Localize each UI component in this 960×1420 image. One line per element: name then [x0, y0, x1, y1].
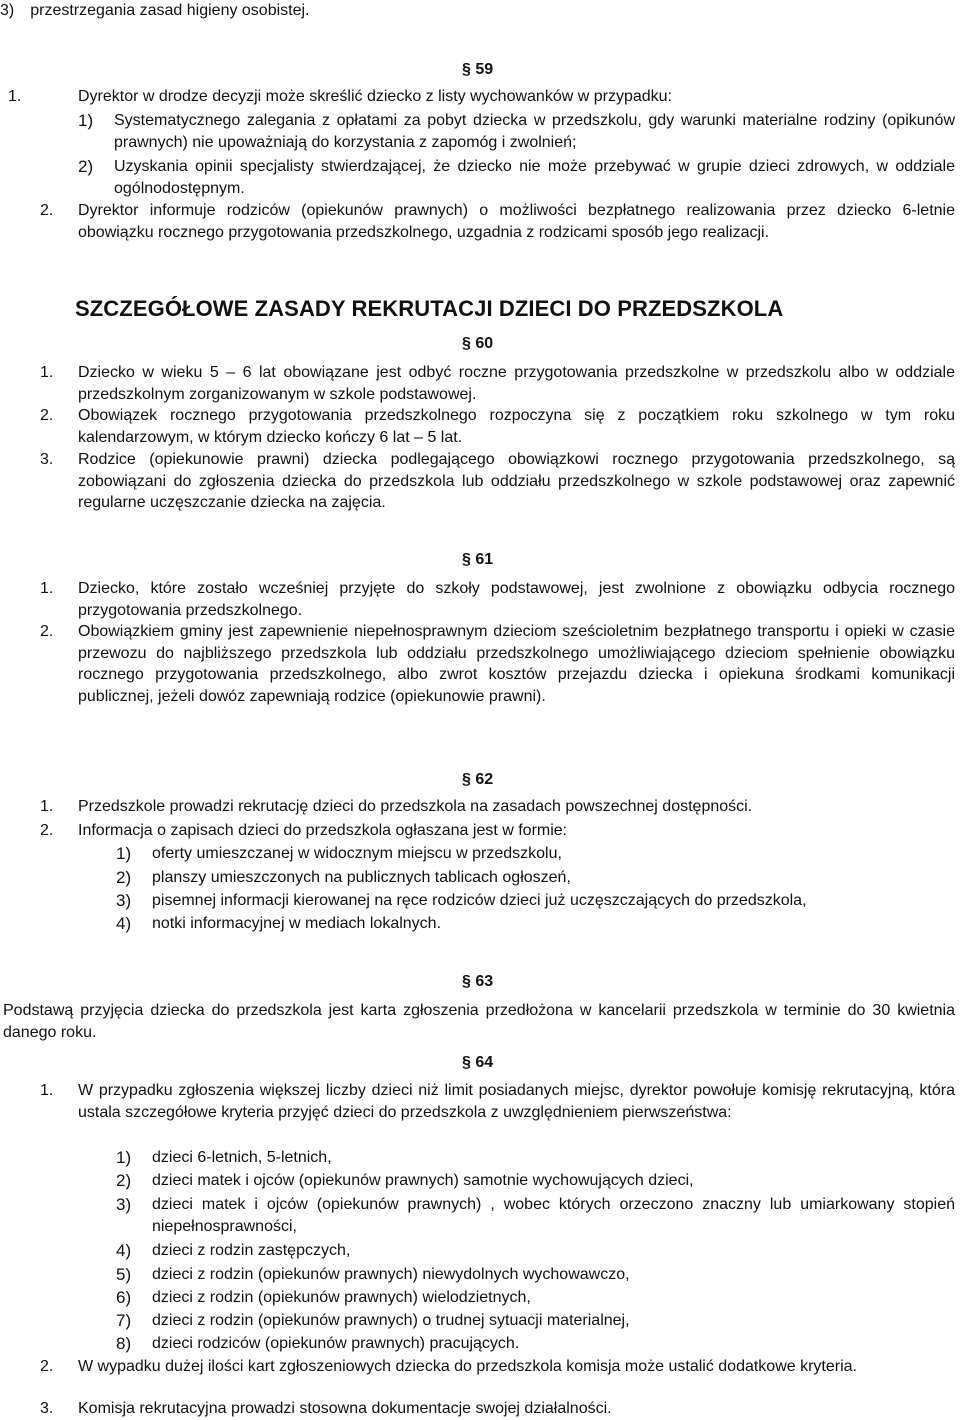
- item-number: 8): [116, 1334, 132, 1353]
- list-item-62-1: [0, 843, 955, 865]
- list-item-62-3: [0, 890, 955, 912]
- item-text: pisemnej informacji kierowanej na ręce rodziców dzieci już uczęszczających do przedszkola,: [152, 892, 807, 909]
- list-item-62-4: [0, 913, 955, 935]
- section-sign-62: § 62: [462, 771, 494, 788]
- item-number: 7): [116, 1311, 132, 1330]
- list-item-64-8: [0, 1333, 955, 1355]
- item-number: 4): [116, 914, 132, 933]
- item-text: dzieci matek i ojców (opiekunów prawnych) , wobec których orzeczono znaczny lub umiarkowany stopień niepełnosprawności,: [152, 1196, 955, 1235]
- paragraph-number: 2.: [40, 202, 54, 219]
- item-number: 1): [116, 1148, 132, 1167]
- item-number: 3): [116, 1195, 132, 1214]
- paragraph-64-3: [0, 1398, 955, 1420]
- paragraph-62-2: [0, 820, 955, 842]
- item-text: dzieci z rodzin (opiekunów prawnych) o trudnej sytuacji materialnej,: [152, 1312, 630, 1329]
- item-number: 6): [116, 1288, 132, 1307]
- paragraph-number: 2.: [40, 822, 54, 839]
- paragraph-text: Obowiązkiem gminy jest zapewnienie niepełnosprawnym dzieciom sześcioletnim bezpłatnego transportu i opieki w czasie przewozu do najbliższego przedszkola lub oddziału przedszkolnego umożliwiającego dzieciom spełnienie obowiązku rocznego przygotowania przedszkolnego, albo zwrot kosztów przejazdu dziecka i opiekuna środkami komunikacji publicznej, jeżeli dowóz zapewniają rodzice (opiekunowie prawni).: [78, 623, 955, 705]
- paragraph-number: 2.: [40, 407, 54, 424]
- paragraph-61-1: [0, 578, 955, 621]
- paragraph-text: W wypadku dużej ilości kart zgłoszeniowych dziecka do przedszkola komisja może ustalić dodatkowe kryteria.: [78, 1358, 857, 1375]
- section-heading: SZCZEGÓŁOWE ZASADY REKRUTACJI DZIECI DO PRZEDSZKOLA: [75, 296, 784, 321]
- section-sign-60: § 60: [462, 335, 494, 352]
- paragraph-text: W przypadku zgłoszenia większej liczby dzieci niż limit posiadanych miejsc, dyrektor powołuje komisję rekrutacyjną, która ustala szczegółowe kryteria przyjęć dzieci do przedszkola z uwzględnieniem pierwszeństwa:: [78, 1082, 955, 1121]
- paragraph-60-1: [0, 362, 955, 405]
- item-number: 3): [116, 891, 132, 910]
- item-text: planszy umieszczonych na publicznych tablicach ogłoszeń,: [152, 869, 571, 886]
- list-item-62-2: [0, 867, 955, 889]
- list-item-64-4: [0, 1240, 955, 1262]
- item-text: dzieci rodziców (opiekunów prawnych) pracujących.: [152, 1335, 520, 1352]
- item-text: notki informacyjnej w mediach lokalnych.: [152, 915, 442, 932]
- paragraph-text: Dziecko w wieku 5 – 6 lat obowiązane jest odbyć roczne przygotowania przedszkolne w przedszkolu albo w oddziale przedszkolnym zorganizowanym w szkole podstawowej.: [78, 364, 955, 403]
- paragraph-number: 3.: [40, 1400, 54, 1417]
- list-item-64-3: [0, 1194, 955, 1237]
- item-text: dzieci z rodzin zastępczych,: [152, 1242, 351, 1259]
- list-item-64-5: [0, 1264, 955, 1286]
- item-text: Uzyskania opinii specjalisty stwierdzającej, że dziecko nie może przebywać w grupie dzieci zdrowych, w oddziale ogólnodostępnym.: [114, 158, 955, 197]
- list-item-64-1: [0, 1147, 955, 1169]
- paragraph-60-3: [0, 449, 955, 514]
- paragraph-60-2: [0, 405, 955, 448]
- paragraph-61-2: [0, 621, 955, 707]
- item-text: dzieci 6-letnich, 5-letnich,: [152, 1149, 332, 1166]
- paragraph-63: Podstawą przyjęcia dziecka do przedszkola jest karta zgłoszenia przedłożona w kancelarii przedszkola w terminie do 30 kwietnia danego roku.: [3, 1002, 955, 1041]
- item-text: dzieci z rodzin (opiekunów prawnych) wielodzietnych,: [152, 1289, 531, 1306]
- item-number: 2): [78, 157, 94, 176]
- paragraph-59-1: [0, 86, 955, 108]
- paragraph-number: 1.: [40, 364, 54, 381]
- paragraph-text: Dziecko, które zostało wcześniej przyjęte do szkoły podstawowej, jest zwolnione z obowiązku odbycia rocznego przygotowania przedszkolnego.: [78, 580, 955, 619]
- section-sign-64: § 64: [462, 1054, 494, 1071]
- section-sign-63: § 63: [462, 973, 494, 990]
- item-number: 2): [116, 868, 132, 887]
- paragraph-62-1: [0, 796, 955, 818]
- paragraph-number: 1.: [40, 798, 54, 815]
- paragraph-number: 1.: [40, 580, 54, 597]
- item-text: dzieci matek i ojców (opiekunów prawnych) samotnie wychowujących dzieci,: [152, 1172, 694, 1189]
- list-item-64-6: [0, 1287, 955, 1309]
- item-number: 1): [78, 111, 94, 130]
- paragraph-64-2: [0, 1356, 955, 1378]
- paragraph-text: Dyrektor w drodze decyzji może skreślić dziecko z listy wychowanków w przypadku:: [78, 88, 672, 105]
- list-item-59-1: [0, 110, 955, 153]
- paragraph-text: Przedszkole prowadzi rekrutację dzieci do przedszkola na zasadach powszechnej dostępności.: [78, 798, 753, 815]
- section-sign-59: § 59: [462, 61, 494, 78]
- item-text: oferty umieszczanej w widocznym miejscu w przedszkolu,: [152, 845, 562, 862]
- paragraph-64-1: [0, 1080, 955, 1123]
- list-item-59-2: [0, 156, 955, 199]
- paragraph-59-2: [0, 200, 955, 243]
- paragraph-text: Informacja o zapisach dzieci do przedszkola ogłaszana jest w formie:: [78, 822, 568, 839]
- item-number: 1): [116, 844, 132, 863]
- paragraph-number: 1.: [8, 88, 22, 105]
- item-text: 3) przestrzegania zasad higieny osobistej.: [0, 2, 310, 19]
- paragraph-text: Dyrektor informuje rodziców (opiekunów prawnych) o możliwości bezpłatnego realizowania przez dziecko 6-letnie obowiązku rocznego przygotowania przedszkolnego, uzgadnia z rodzicami sposób jego realizacji.: [78, 202, 955, 241]
- item-text: dzieci z rodzin (opiekunów prawnych) niewydolnych wychowawczo,: [152, 1266, 630, 1283]
- list-item-64-7: [0, 1310, 955, 1332]
- paragraph-text: Rodzice (opiekunowie prawni) dziecka podlegającego obowiązkowi rocznego przygotowania przedszkolnego, są zobowiązani do zgłoszenia dziecka do przedszkola lub oddziału przedszkolnego w szkole podstawowej oraz zapewnić regularne uczęszczanie dziecka na zajęcia.: [78, 451, 955, 511]
- paragraph-number: 3.: [40, 451, 54, 468]
- paragraph-number: 1.: [40, 1082, 54, 1099]
- list-item-3: [0, 0, 600, 22]
- item-number: 2): [116, 1171, 132, 1190]
- paragraph-number: 2.: [40, 623, 54, 640]
- item-number: 4): [116, 1241, 132, 1260]
- item-text: Systematycznego zalegania z opłatami za pobyt dziecka w przedszkolu, gdy warunki materialne rodziny (opikunów prawnych) nie upoważniają do korzystania z zapomóg i zwolnień;: [114, 112, 955, 151]
- paragraph-number: 2.: [40, 1358, 54, 1375]
- section-sign-61: § 61: [462, 551, 494, 568]
- paragraph-text: Komisja rekrutacyjna prowadzi stosowna dokumentacje swojej działalności.: [78, 1400, 612, 1417]
- item-number: 5): [116, 1265, 132, 1284]
- paragraph-text: Obowiązek rocznego przygotowania przedszkolnego rozpoczyna się z początkiem roku szkolnego w tym roku kalendarzowym, w którym dziecko kończy 6 lat – 5 lat.: [78, 407, 955, 446]
- list-item-64-2: [0, 1170, 955, 1192]
